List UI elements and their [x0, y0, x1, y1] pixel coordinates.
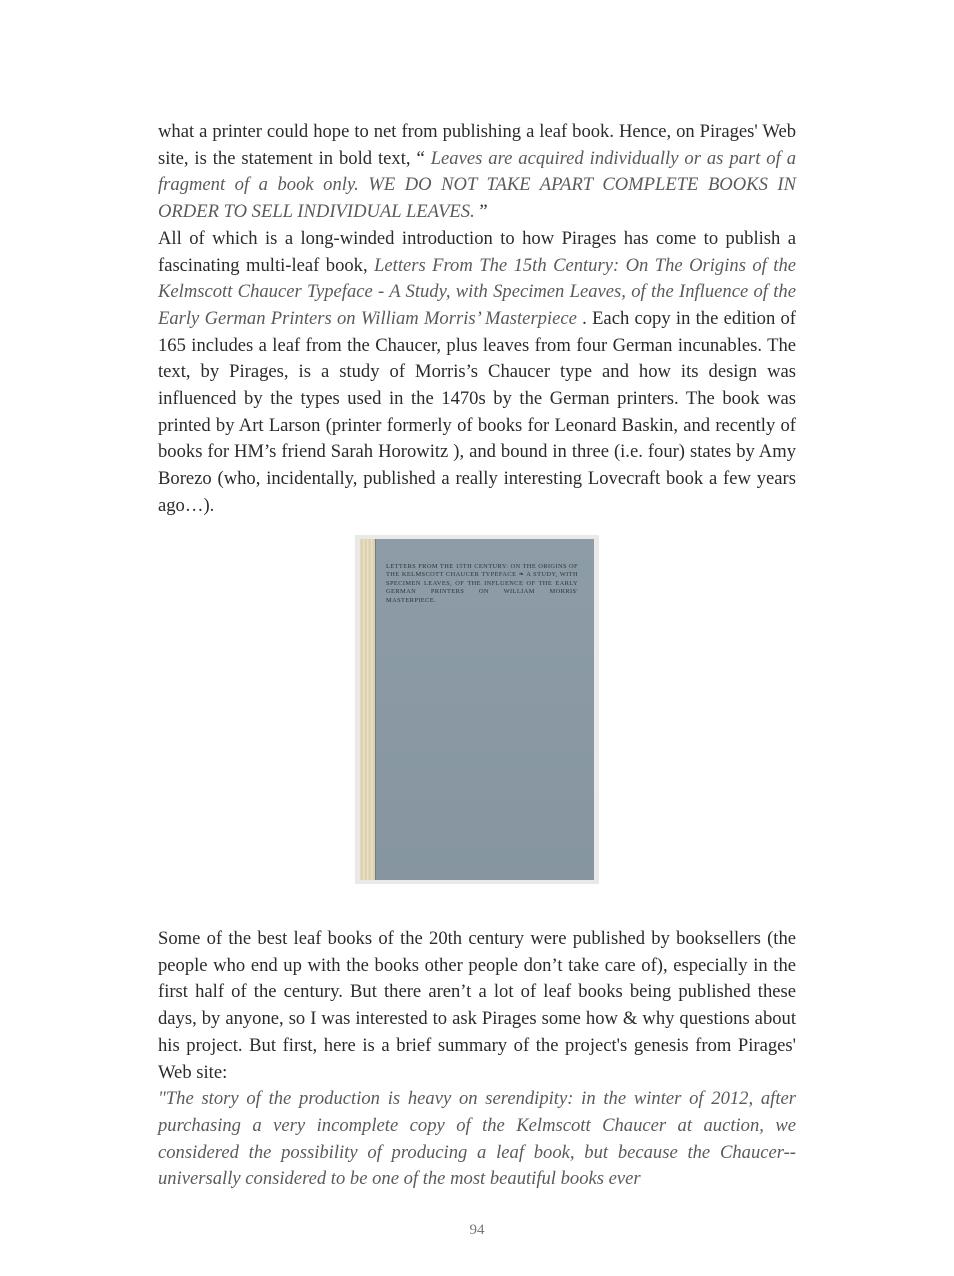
- book-spine: [360, 539, 376, 880]
- bold-statement-quote: Leaves are acquired individually or as part of a fragment of a book only. WE DO NOT TAKE APART COMPLETE BOOKS IN ORDER TO SELL INDIVIDUAL LEAVES.: [158, 147, 797, 223]
- book-cover: [360, 539, 594, 880]
- cover-title-text: LETTERS FROM THE 15TH CENTURY: ON THE ORIGINS OF THE KELMSCOTT CHAUCER TYPEFACE ❧ A STUDY, WITH SPECIMEN LEAVES, OF THE INFLUENCE OF THE EARLY GERMAN PRINTERS ON WILLIAM MORRIS' MASTERPIECE.: [386, 563, 578, 604]
- page-number: 94: [469, 1222, 485, 1238]
- text-block-bottom: [158, 926, 796, 1193]
- paragraph-genesis-quote: "The story of the production is heavy on serendipity: in the winter of 2012, after purchasing a very incomplete copy of the Kelmscott Chaucer at auction, we considered the possibility of producing a leaf book, but because the Chaucer--universally considered to be one of the most beautiful books ever: [158, 1088, 796, 1190]
- book-title-italic: Letters From The 15th Century: On The Origins of the Kelmscott Chaucer Typeface - A Study, with Specimen Leaves, of the Influence of the Early German Printers on William Morris’ Masterpiece: [158, 254, 796, 329]
- text-run: what a printer could hope to net from publishing a leaf book. Hence, on Pirages' Web site, is the statement in bold text, “: [158, 121, 796, 169]
- paragraph-pirages-statement: [158, 119, 796, 226]
- text-run: All of which is a long-winded introduction to how Pirages has come to publish a fascinating multi-leaf book,: [158, 227, 796, 276]
- text-run: . Each copy in the edition of 165 includes a leaf from the Chaucer, plus leaves from four German incunables. The text, by Pirages, is a study of Morris’s Chaucer type and how its design was influenced by the types used in the 1470s by the German printers. The book was printed by Art Larson (printer formerly of books for Leonard Baskin, and recently of books for HM’s friend Sarah Horowitz ), and bound in three (i.e. four) states by Amy Borezo (who, incidentally, published a really interesting Lovecraft book a few years ago…).: [158, 307, 796, 516]
- text-block-top: [158, 119, 796, 520]
- book-cover-photo: [355, 535, 599, 884]
- text-run: ”: [474, 201, 488, 223]
- paragraph-booksellers: Some of the best leaf books of the 20th century were published by booksellers (the people who end up with the books other people don’t take care of), especially in the first half of the century. But there aren’t a lot of leaf books being published these days, by anyone, so I was interested to ask Pirages some how & why questions about his project. But first, here is a brief summary of the project's genesis from Pirages' Web site:: [158, 928, 796, 1083]
- paragraph-book-introduction: [158, 226, 796, 520]
